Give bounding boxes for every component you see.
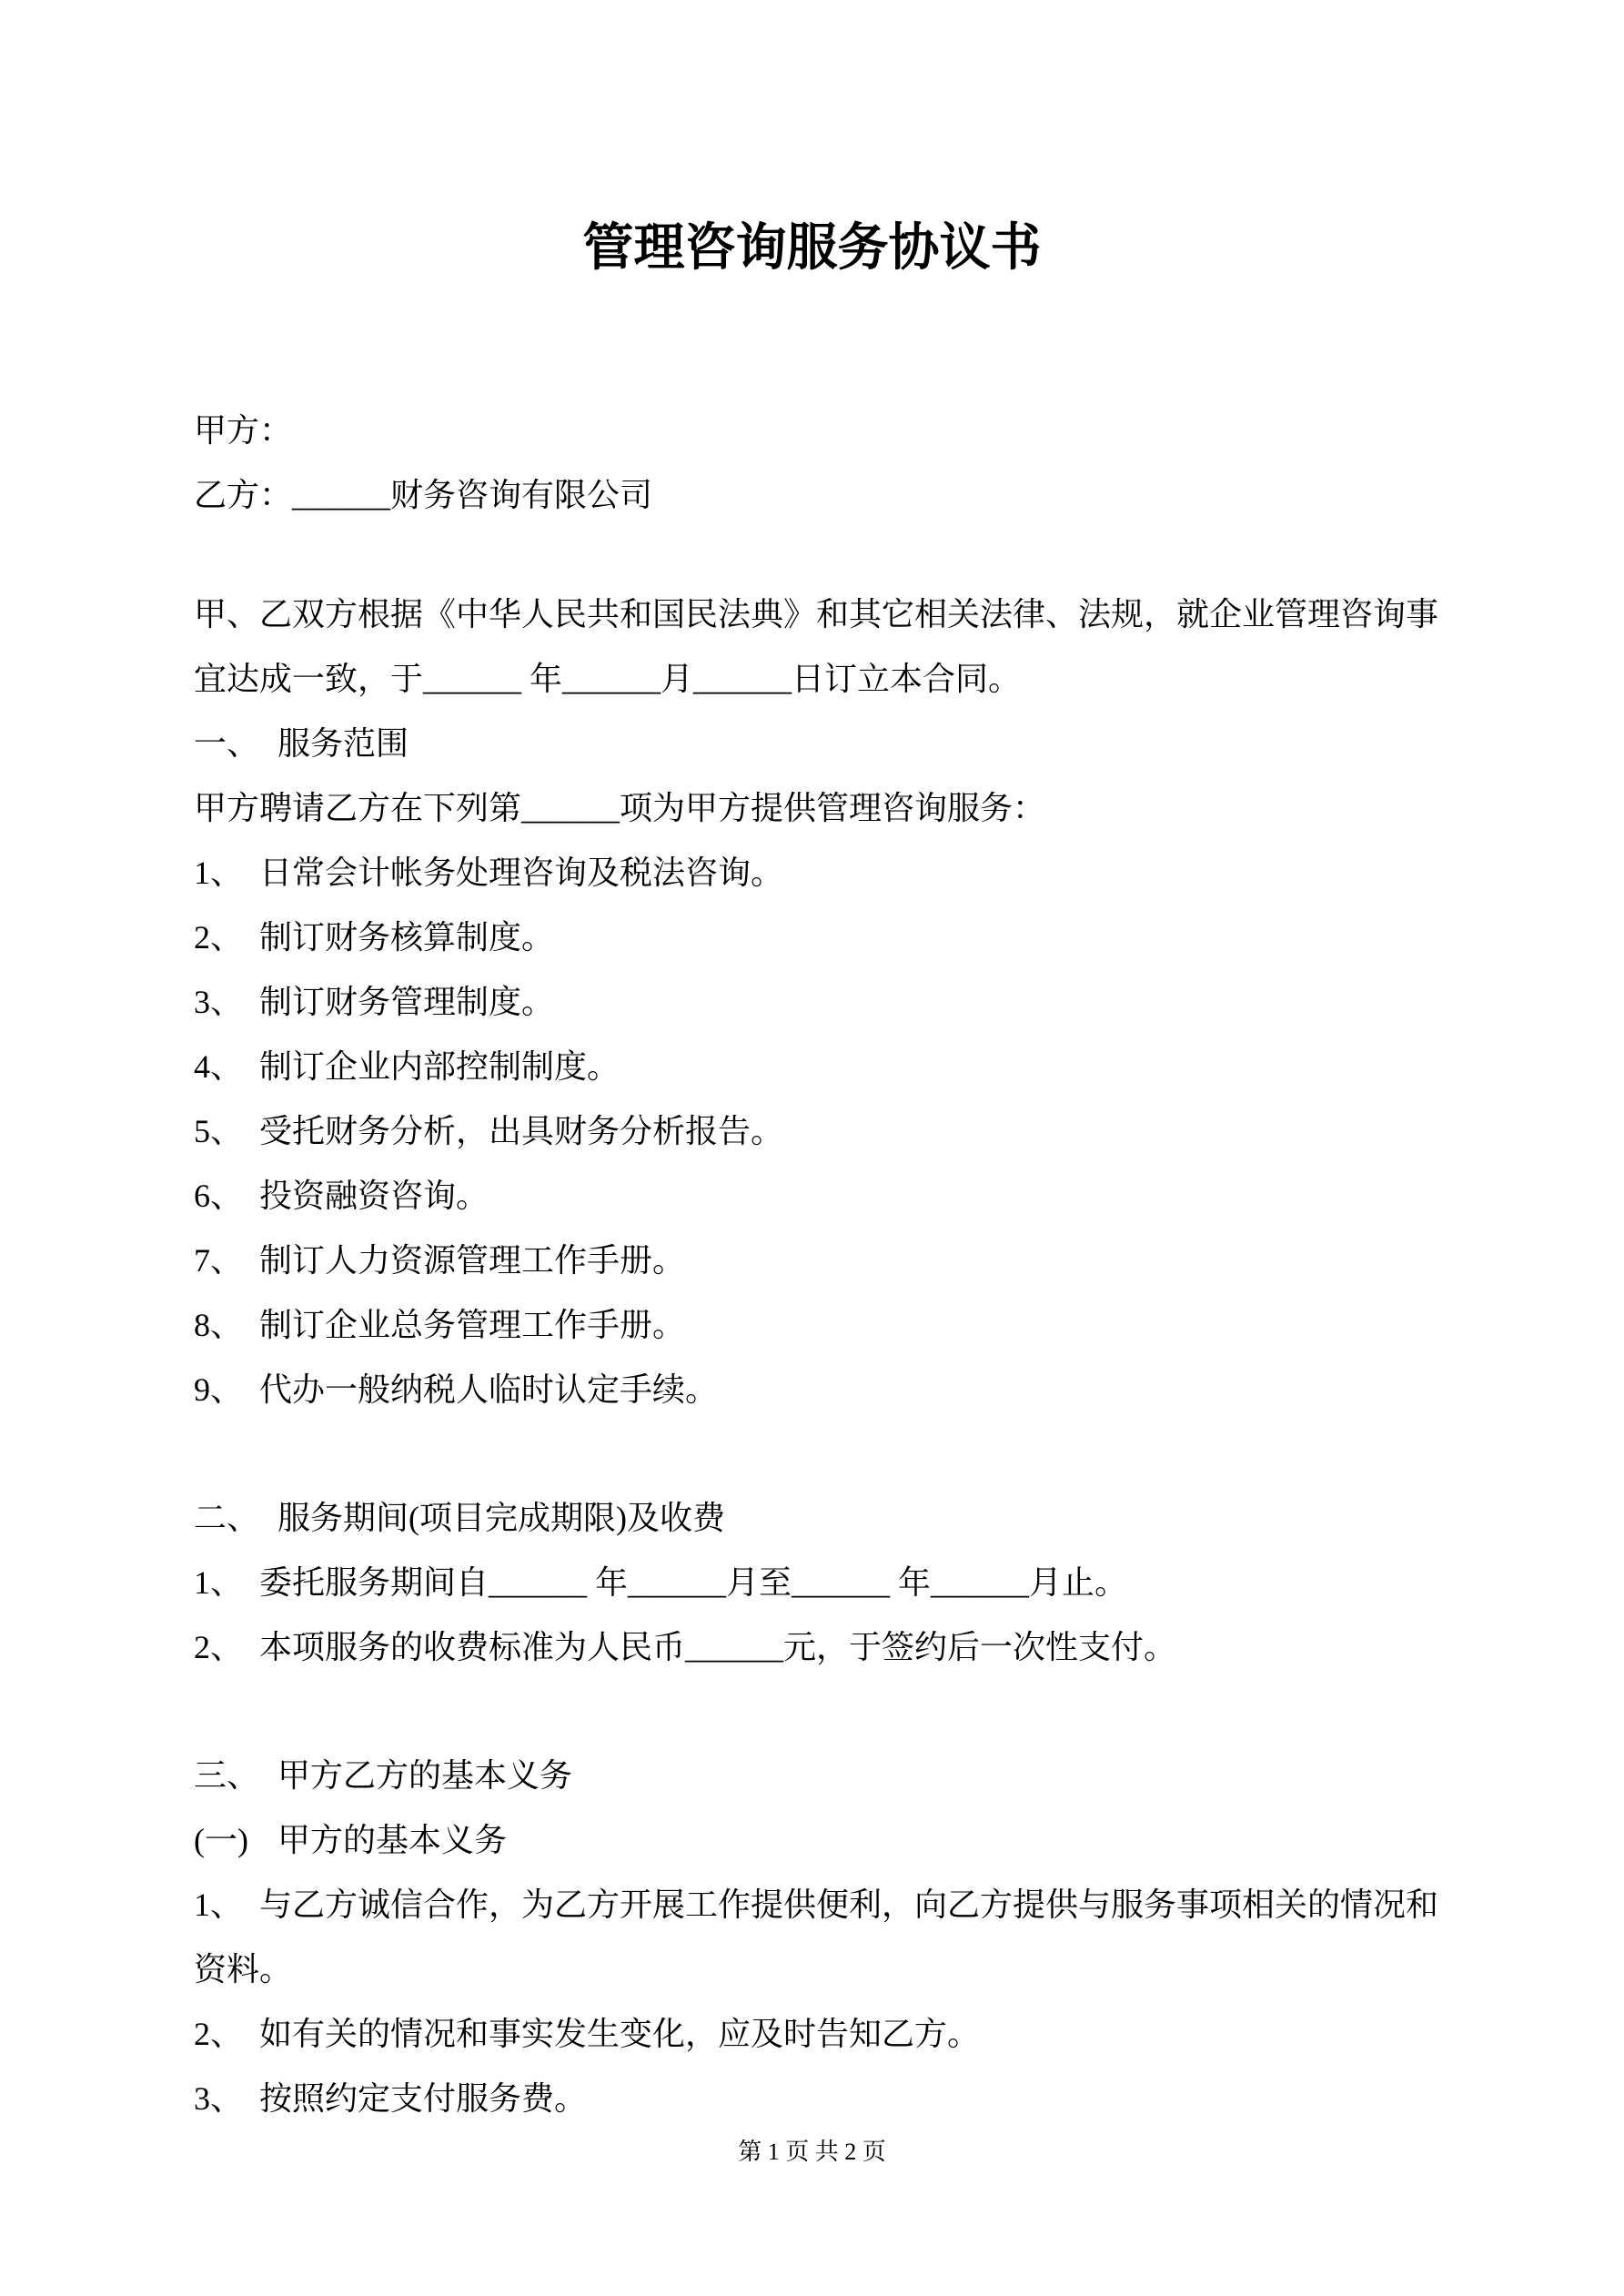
item-text: 委托服务期间自______ 年______月至______ 年______月止。 [259, 1564, 1128, 1601]
item-number: 8、 [194, 1307, 244, 1343]
item-text: 本项服务的收费标准为人民币______元，于签约后一次性支付。 [259, 1629, 1177, 1665]
party-b-label: 乙方： [194, 477, 293, 513]
section-2-item-2 [194, 1615, 1442, 1680]
section-1-item-7 [194, 1229, 1442, 1293]
item-number: 1、 [194, 855, 244, 891]
section-3-subheading [194, 1808, 1442, 1873]
section-1-item-4 [194, 1035, 1442, 1099]
section-1-heading-text: 服务范围 [277, 725, 409, 762]
item-number: 2、 [194, 1629, 244, 1665]
section-1-item-6 [194, 1164, 1442, 1229]
section-2-heading-text: 服务期间(项目完成期限)及收费 [277, 1500, 725, 1536]
item-text: 投资融资咨询。 [259, 1178, 489, 1214]
document-body [194, 399, 1442, 2131]
section-3-number: 三、 [194, 1757, 260, 1794]
item-number: 6、 [194, 1178, 244, 1214]
section-1-intro: 甲方聘请乙方在下列第______项为甲方提供管理咨询服务： [194, 790, 1046, 826]
section-3-item-1-line-2: 资料。 [194, 1951, 293, 1988]
section-1-item-5 [194, 1099, 1442, 1164]
section-1-item-8 [194, 1293, 1442, 1358]
item-number: 4、 [194, 1048, 244, 1085]
item-number: 2、 [194, 2016, 244, 2052]
item-text: 代办一般纳税人临时认定手续。 [259, 1371, 719, 1408]
section-3-subheading-text: 甲方的基本义务 [277, 1822, 508, 1858]
item-text: 制订企业内部控制制度。 [259, 1048, 620, 1085]
item-text: 如有关的情况和事实发生变化，应及时告知乙方。 [259, 2016, 981, 2052]
section-3-heading [194, 1744, 1442, 1808]
section-1-item-9 [194, 1358, 1442, 1422]
item-text: 与乙方诚信合作，为乙方开展工作提供便利，向乙方提供与服务事项相关的情况和 [259, 1886, 1439, 1923]
item-number: 9、 [194, 1371, 244, 1408]
section-1-item-2 [194, 905, 1442, 970]
item-number: 2、 [194, 919, 244, 956]
section-1-item-1 [194, 841, 1442, 905]
section-3-item-2 [194, 2002, 1442, 2067]
document-title: 管理咨询服务协议书 [582, 220, 1042, 277]
section-1-item-3 [194, 970, 1442, 1035]
preamble-line-1: 甲、乙双方根据《中华人民共和国民法典》和其它相关法律、法规，就企业管理咨询事 [194, 596, 1439, 632]
section-3-item-3 [194, 2067, 1442, 2131]
section-3-sub-number: (一) [194, 1822, 248, 1858]
item-number: 5、 [194, 1113, 244, 1149]
party-b-blank-underline: ______ [292, 477, 391, 513]
section-3-heading-text: 甲方乙方的基本义务 [277, 1757, 573, 1794]
item-text: 制订财务管理制度。 [259, 984, 555, 1020]
section-1-heading [194, 712, 1442, 776]
page-number-indicator: 第 1 页 共 2 页 [738, 2139, 886, 2165]
item-number: 3、 [194, 2080, 244, 2117]
section-2-item-1 [194, 1551, 1442, 1615]
item-number: 1、 [194, 1564, 244, 1601]
party-b-company: 财务咨询有限公司 [390, 477, 653, 513]
item-number: 3、 [194, 984, 244, 1020]
item-text: 按照约定支付服务费。 [259, 2080, 588, 2117]
item-text: 受托财务分析，出具财务分析报告。 [259, 1113, 784, 1149]
preamble-line-2: 宜达成一致，于______ 年______月______日订立本合同。 [194, 661, 1022, 697]
party-a-line: 甲方： [194, 412, 293, 449]
item-number: 1、 [194, 1886, 244, 1923]
item-text: 制订财务核算制度。 [259, 919, 555, 956]
section-1-number: 一、 [194, 725, 260, 762]
party-b-line [194, 463, 1442, 528]
item-text: 制订人力资源管理工作手册。 [259, 1242, 686, 1279]
section-3-item-1-line-1 [194, 1873, 1442, 1937]
item-text: 日常会计帐务处理咨询及税法咨询。 [259, 855, 784, 891]
section-2-number: 二、 [194, 1500, 260, 1536]
item-text: 制订企业总务管理工作手册。 [259, 1307, 686, 1343]
item-number: 7、 [194, 1242, 244, 1279]
section-2-heading [194, 1486, 1442, 1551]
